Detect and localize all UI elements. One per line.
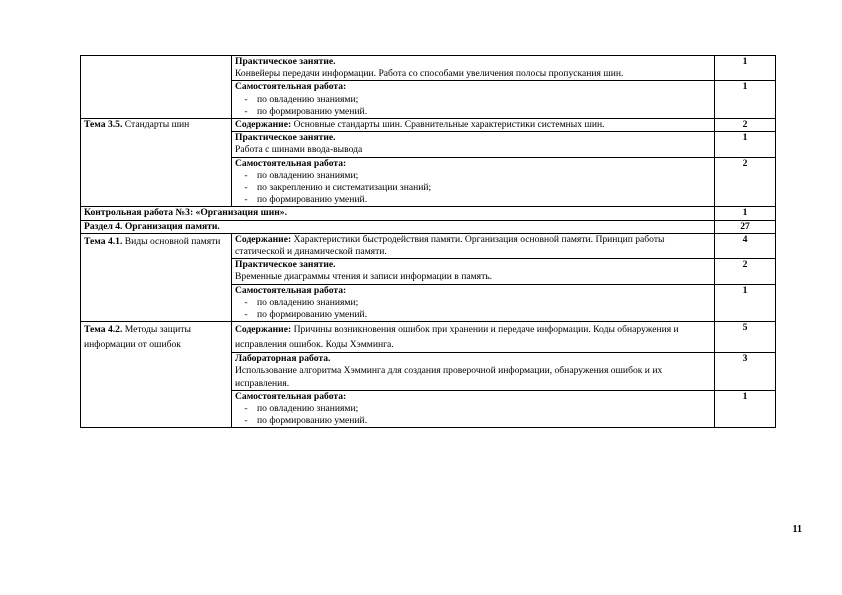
hours-cell: 1 [715,81,776,119]
list-dash: - [244,93,248,105]
list-item: - по формированию умений. [235,194,711,206]
content-cell [232,322,715,353]
hours-cell: 1 [715,390,776,428]
row-title: Практическое занятие. [235,56,336,67]
content-cell [232,157,715,207]
test-cell [81,207,715,220]
row-text: Основные стандарты шин. Сравнительные характеристики системных шин. [291,119,605,131]
topic-name: Методы защиты информации от ошибок [84,324,191,351]
list-item: - по овладению знаниями; [235,403,711,415]
row-title: Практическое занятие. [235,259,336,271]
list-dash: - [244,403,248,415]
row-text: «Организация шин». [193,207,287,219]
content-cell [232,353,715,391]
content-cell [232,233,715,258]
content-cell [232,81,715,119]
row-text: Характеристики быстродействия памяти. Организация основной памяти. Принцип работы статической и динамической памяти. [235,233,665,258]
curriculum-table [80,55,776,428]
list-item: - по закреплению и систематизации знаний; [235,182,711,194]
table-row [81,233,776,258]
hours-cell: 1 [715,56,776,81]
topic-number: Тема 4.1. [84,235,123,247]
row-text: Временные диаграммы чтения и записи информации в память. [235,271,493,283]
row-title: Практическое занятие. [235,132,336,144]
content-cell [232,56,715,81]
row-text: Конвейеры передачи информации. Работа со способами увеличения полосы пропускания шин. [235,68,624,80]
row-title: Самостоятельная работа: [235,390,347,402]
row-text: Использование алгоритма Хэмминга для создания проверочной информации, обнаружения ошибок и их исправления. [235,365,663,389]
list-item: - по формированию умений. [235,415,711,427]
table-row [81,322,776,353]
row-title: Самостоятельная работа: [235,284,347,296]
table-row [81,56,776,81]
hours-cell: 1 [715,207,776,220]
topic-name: Стандарты шин [122,119,190,131]
topic-cell [81,233,232,321]
hours-cell: 27 [715,220,776,233]
row-text: Причины возникновения ошибок при хранении и передаче информации. Коды обнаружения и исправления ошибок. Коды Хэмминга. [235,324,679,351]
row-title: Лабораторная работа. [235,353,331,365]
list-item: - по овладению знаниями; [235,94,711,106]
topic-number: Тема 3.5. [84,119,123,131]
content-cell [232,259,715,284]
table-row [81,207,776,220]
hours-cell: 4 [715,233,776,258]
hours-cell: 2 [715,119,776,132]
row-text: Работа с шинами ввода-вывода [235,144,363,156]
section-title: Раздел 4. Организация памяти. [81,220,715,233]
table-row [81,220,776,233]
hours-cell: 2 [715,259,776,284]
list-item: - по овладению знаниями; [235,170,711,182]
content-cell [232,132,715,157]
row-title: Содержание: [235,119,292,131]
list-dash: - [244,105,248,117]
hours-cell: 5 [715,322,776,353]
hours-cell: 1 [715,132,776,157]
list-dash: - [244,296,248,308]
list-dash: - [244,415,248,427]
list-dash: - [244,169,248,181]
list-item: - по формированию умений. [235,106,711,118]
row-title: Самостоятельная работа: [235,81,347,93]
content-cell [232,284,715,322]
list-dash: - [244,182,248,194]
content-cell [232,119,715,132]
row-title: Контрольная работа №3: [84,207,194,219]
topic-cell [81,322,232,428]
row-title: Содержание: [235,324,292,336]
list-item: - по овладению знаниями; [235,297,711,309]
topic-number: Тема 4.2. [84,324,123,336]
page-number: 11 [792,524,802,535]
topic-name: Виды основной памяти [122,235,221,247]
hours-cell: 1 [715,284,776,322]
content-cell [232,390,715,428]
table-row [81,119,776,132]
topic-cell [81,119,232,207]
list-dash: - [244,309,248,321]
topic-cell [81,56,232,119]
hours-cell: 3 [715,353,776,391]
hours-cell: 2 [715,157,776,207]
row-title: Содержание: [235,233,292,245]
list-dash: - [244,194,248,206]
row-title: Самостоятельная работа: [235,157,347,169]
list-item: - по формированию умений. [235,309,711,321]
